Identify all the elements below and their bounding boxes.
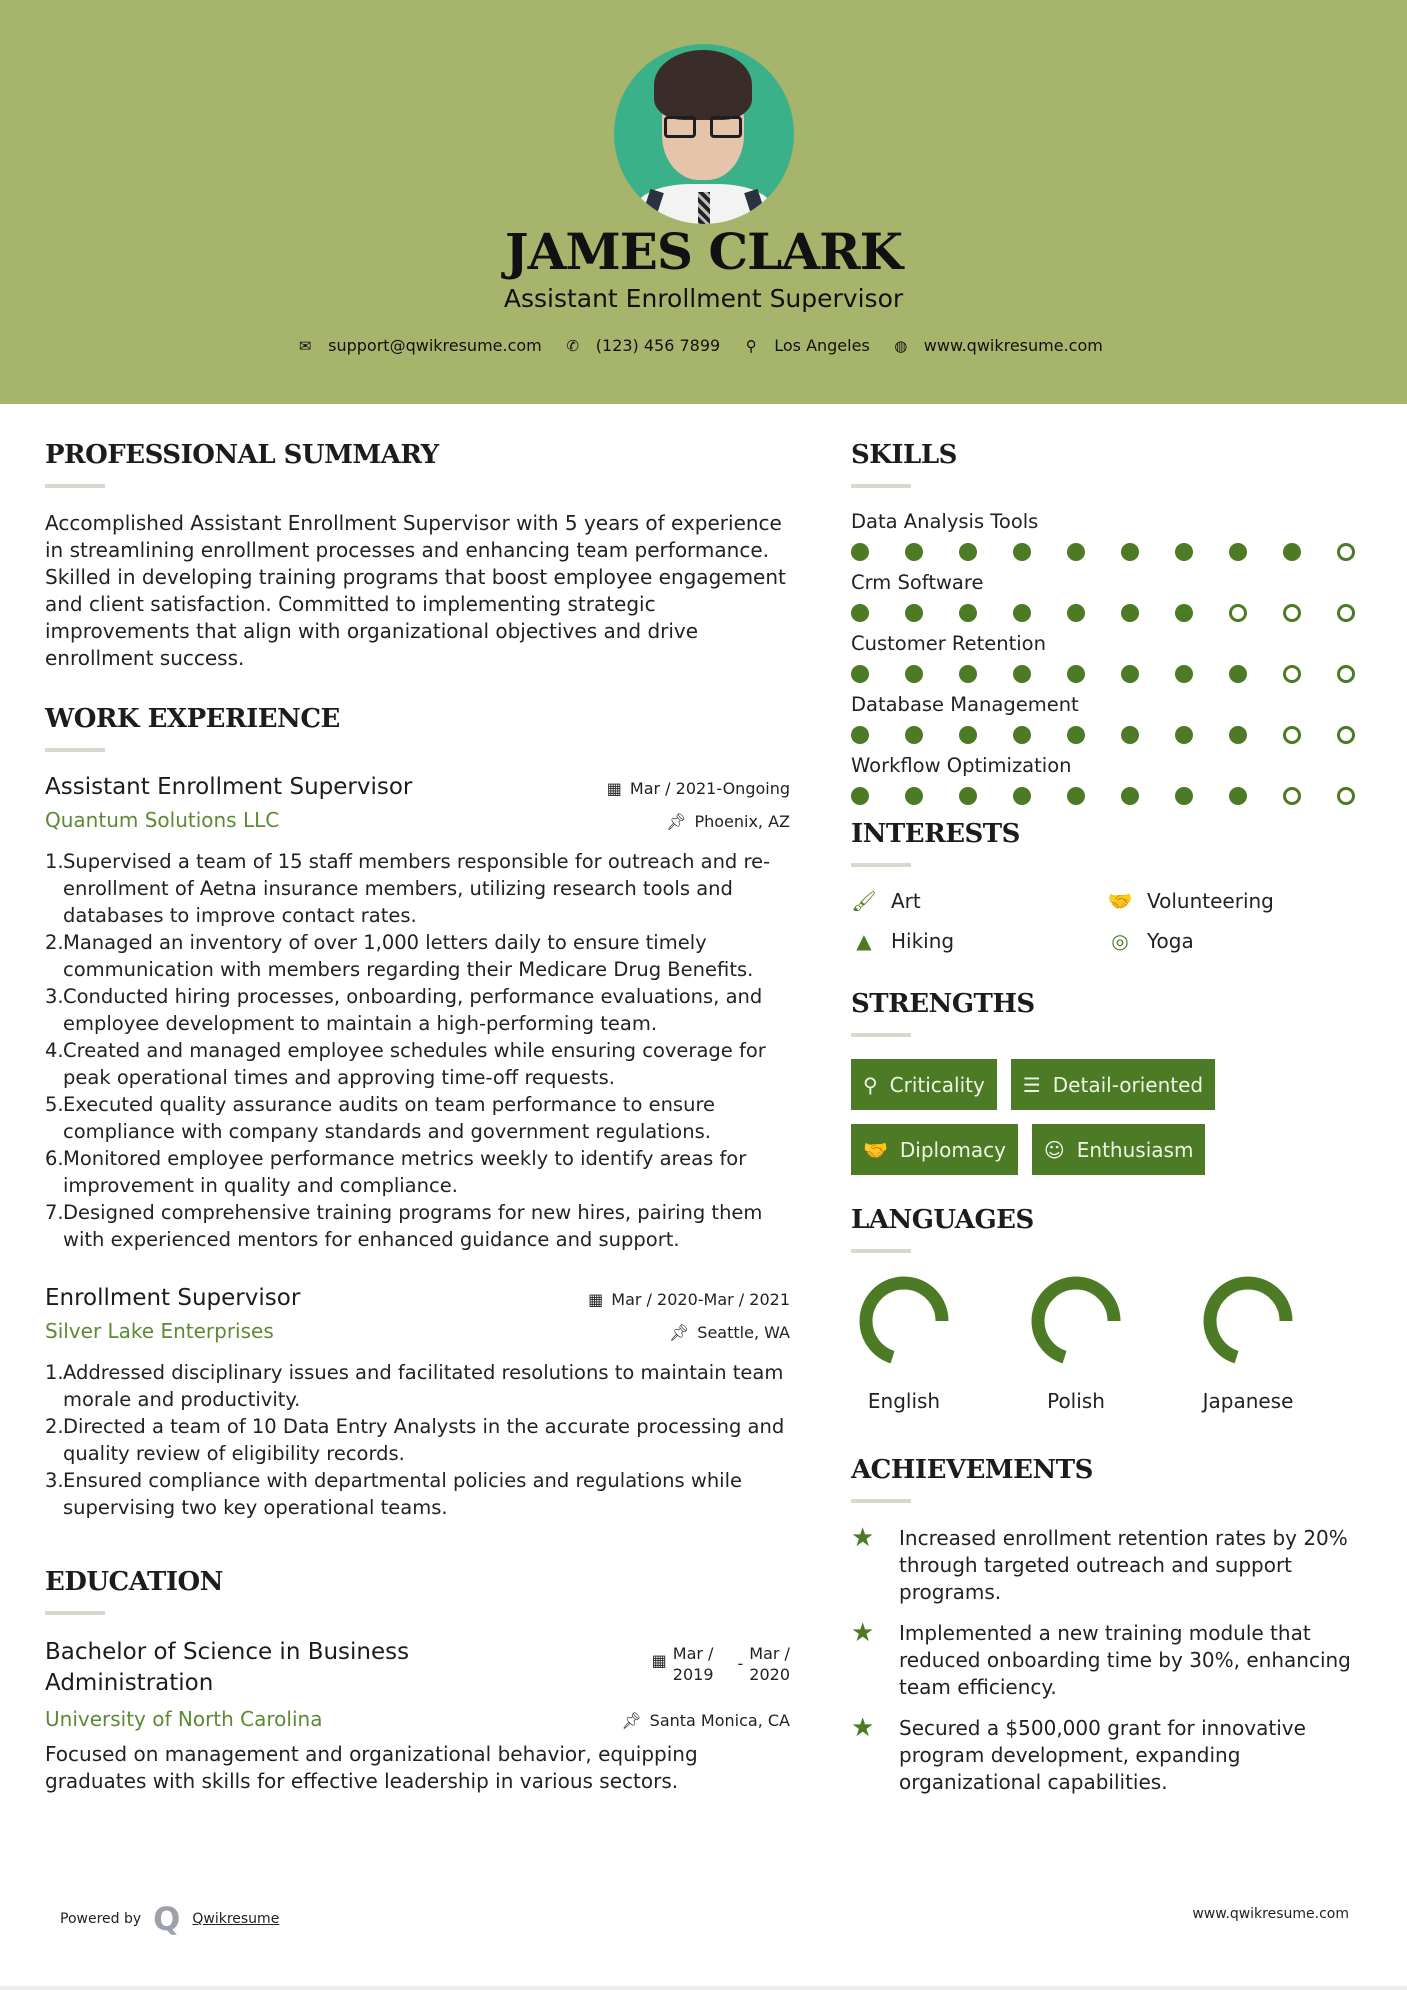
paint-brush-icon: 🖌 xyxy=(851,889,877,913)
rating-dot-filled xyxy=(851,787,869,805)
list-item: 3. Conducted hiring processes, onboarding, performance evaluations, and employee development to maintain a high-performing team. xyxy=(45,985,763,1035)
contact-location: Los Angeles xyxy=(774,336,870,355)
avatar-hair xyxy=(654,50,752,120)
page-bottom-edge xyxy=(0,1986,1407,1990)
language-item xyxy=(1031,1275,1121,1413)
list-item: 2. Managed an inventory of over 1,000 letters daily to ensure timely communication with members regarding their Medicare Drug Benefits. xyxy=(45,931,754,981)
list-item: 4. Created and managed employee schedules while ensuring coverage for peak operational times and approving time-off requests. xyxy=(45,1039,766,1089)
pushpin-icon: 📌︎ xyxy=(666,812,687,831)
job-location: Phoenix, AZ xyxy=(694,812,790,831)
section-heading: EDUCATION xyxy=(45,1567,223,1597)
calendar-icon: ▦ xyxy=(651,1651,667,1670)
company-name: Silver Lake Enterprises xyxy=(45,1319,274,1343)
section-heading: ACHIEVEMENTS xyxy=(851,1455,1093,1485)
interests-section xyxy=(851,819,1371,953)
language-label: English xyxy=(867,1389,941,1413)
search-icon: ⚲ xyxy=(863,1072,878,1097)
rating-dot-filled xyxy=(905,787,923,805)
rating-dot-filled xyxy=(1229,787,1247,805)
rating-dot-filled xyxy=(959,726,977,744)
section-divider xyxy=(851,484,911,488)
rating-dot-filled xyxy=(1229,726,1247,744)
job-bullets xyxy=(45,1359,790,1521)
footer-website-link[interactable]: www.qwikresume.com xyxy=(1192,1906,1349,1922)
school-name: University of North Carolina xyxy=(45,1707,323,1731)
rating-dot-empty xyxy=(1337,726,1355,744)
avatar-tie xyxy=(698,192,710,224)
language-label: Japanese xyxy=(1202,1389,1294,1413)
job-dates: Mar / 2020-Mar / 2021 xyxy=(611,1290,790,1309)
contact-website[interactable]: www.qwikresume.com xyxy=(923,336,1103,355)
skill-name: Workflow Optimization xyxy=(851,754,1072,777)
rating-dot-filled xyxy=(1175,665,1193,683)
school-location: Santa Monica, CA xyxy=(649,1711,790,1730)
skill-name: Data Analysis Tools xyxy=(851,510,1039,533)
summary-section xyxy=(45,440,790,672)
strength-badge: ☰ Detail-oriented xyxy=(1011,1059,1215,1110)
list-item: 1. Addressed disciplinary issues and facilitated resolutions to maintain team morale and productivity. xyxy=(45,1361,784,1411)
map-marker-icon: ⚲ xyxy=(745,336,757,355)
achievements-section xyxy=(851,1455,1371,1796)
rating-dot-empty xyxy=(1337,604,1355,622)
language-item xyxy=(859,1275,949,1413)
handshake-icon: 🤝 xyxy=(1107,889,1133,913)
language-progress-ring xyxy=(1202,1275,1294,1367)
rating-dot-filled xyxy=(851,665,869,683)
language-label: Polish xyxy=(1047,1389,1105,1413)
star-icon: ★ xyxy=(851,1713,875,1743)
section-divider xyxy=(45,1611,105,1615)
rating-dot-filled xyxy=(959,604,977,622)
skills-section xyxy=(851,440,1371,805)
language-progress-ring xyxy=(858,1275,950,1367)
rating-dot-empty xyxy=(1337,543,1355,561)
section-divider xyxy=(851,1249,911,1253)
rating-dot-empty xyxy=(1283,726,1301,744)
section-heading: WORK EXPERIENCE xyxy=(45,704,340,734)
rating-dot-filled xyxy=(851,726,869,744)
strength-badge: 🤝 Diplomacy xyxy=(851,1124,1018,1175)
rating-dot-filled xyxy=(851,604,869,622)
rating-dot-filled xyxy=(905,604,923,622)
skill-rating xyxy=(851,543,1355,561)
section-heading: INTERESTS xyxy=(851,819,1020,849)
rating-dot-filled xyxy=(905,726,923,744)
skill-name: Database Management xyxy=(851,693,1079,716)
interest-volunteering: 🤝 Volunteering xyxy=(1107,889,1274,913)
rating-dot-empty xyxy=(1283,604,1301,622)
avatar xyxy=(614,44,794,224)
list-item: 1. Supervised a team of 15 staff members responsible for outreach and re-enrollment of Aetna insurance members, utilizing research tools and databases to improve contact rates. xyxy=(45,850,771,927)
rating-dot-filled xyxy=(1175,543,1193,561)
rating-dot-filled xyxy=(1067,604,1085,622)
contact-phone[interactable]: (123) 456 7899 xyxy=(595,336,721,355)
pushpin-icon: 📌︎ xyxy=(668,1323,690,1342)
interest-hiking: ▲ Hiking xyxy=(851,929,1107,953)
rating-dot-filled xyxy=(1013,604,1031,622)
rating-dot-empty xyxy=(1283,665,1301,683)
candidate-name: JAMES CLARK xyxy=(504,222,903,281)
rating-dot-filled xyxy=(1121,543,1139,561)
strength-badge: ☺ Enthusiasm xyxy=(1032,1124,1206,1175)
powered-by-label: Powered by xyxy=(60,1911,142,1927)
interest-art: 🖌 Art xyxy=(851,889,921,913)
pushpin-icon: 📌︎ xyxy=(621,1711,642,1730)
rating-dot-filled xyxy=(1013,665,1031,683)
rating-dot-filled xyxy=(1121,787,1139,805)
calendar-icon: ▦ xyxy=(606,779,622,798)
rating-dot-filled xyxy=(1067,726,1085,744)
right-column xyxy=(851,440,1371,1810)
rating-dot-filled xyxy=(1175,604,1193,622)
envelope-icon: ✉ xyxy=(298,336,312,355)
rating-dot-filled xyxy=(1121,665,1139,683)
section-divider xyxy=(851,1499,911,1503)
section-divider xyxy=(45,484,105,488)
languages-section xyxy=(851,1205,1371,1413)
skill-name: Crm Software xyxy=(851,571,984,594)
section-heading: SKILLS xyxy=(851,440,957,470)
calendar-icon: ▦ xyxy=(588,1290,604,1309)
rating-dot-filled xyxy=(1013,543,1031,561)
contact-email[interactable]: support@qwikresume.com xyxy=(328,336,542,355)
section-heading: LANGUAGES xyxy=(851,1205,1034,1235)
globe-icon: ◍ xyxy=(894,336,908,355)
rating-dot-filled xyxy=(905,665,923,683)
left-column xyxy=(45,440,790,1795)
avatar-glasses xyxy=(664,116,742,138)
language-item xyxy=(1203,1275,1293,1413)
company-name: Quantum Solutions LLC xyxy=(45,808,280,832)
rating-dot-filled xyxy=(1067,543,1085,561)
skill-rating xyxy=(851,726,1355,744)
experience-section xyxy=(45,704,790,1521)
rating-dot-empty xyxy=(1337,787,1355,805)
skill-item xyxy=(851,632,1371,683)
job-bullets xyxy=(45,848,790,1253)
list-item: 6. Monitored employee performance metrics weekly to identify areas for improvement in quality and compliance. xyxy=(45,1147,747,1197)
job-title: Assistant Enrollment Supervisor xyxy=(45,774,413,800)
rating-dot-filled xyxy=(1121,604,1139,622)
tree-icon: ▲ xyxy=(856,929,872,953)
list-item: 7. Designed comprehensive training programs for new hires, pairing them with experienced mentors for enhanced guidance and support. xyxy=(45,1201,763,1251)
rating-dot-empty xyxy=(1283,787,1301,805)
achievement-item: ★ Increased enrollment retention rates by 20% through targeted outreach and support programs. xyxy=(851,1523,1348,1604)
contact-bar xyxy=(0,336,1407,355)
strength-badge: ⚲ Criticality xyxy=(851,1059,997,1110)
job-dates: Mar / 2021-Ongoing xyxy=(629,779,790,798)
header-banner xyxy=(0,0,1407,404)
education-section xyxy=(45,1567,790,1795)
section-divider xyxy=(851,863,911,867)
list-item: 5. Executed quality assurance audits on team performance to ensure compliance with company standards and government regulations. xyxy=(45,1093,716,1143)
candidate-title: Assistant Enrollment Supervisor xyxy=(503,284,904,313)
skill-rating xyxy=(851,665,1355,683)
rating-dot-filled xyxy=(1013,726,1031,744)
rating-dot-empty xyxy=(1229,604,1247,622)
skill-rating xyxy=(851,787,1355,805)
rating-dot-filled xyxy=(1067,787,1085,805)
rating-dot-filled xyxy=(905,543,923,561)
rating-dot-filled xyxy=(1283,543,1301,561)
rating-dot-filled xyxy=(1175,726,1193,744)
language-progress-ring xyxy=(1030,1275,1122,1367)
qwikresume-link[interactable]: Qwikresume xyxy=(192,1911,280,1927)
rating-dot-filled xyxy=(959,665,977,683)
handshake-icon: 🤝 xyxy=(863,1137,888,1162)
skill-item xyxy=(851,510,1371,561)
skill-item xyxy=(851,754,1371,805)
list-item: 3. Ensured compliance with departmental policies and regulations while supervising two key operational teams. xyxy=(45,1469,743,1519)
rating-dot-filled xyxy=(1229,543,1247,561)
rating-dot-empty xyxy=(1337,665,1355,683)
star-icon: ★ xyxy=(851,1618,875,1648)
section-heading: STRENGTHS xyxy=(851,989,1035,1019)
rating-dot-filled xyxy=(1121,726,1139,744)
qwikresume-logo-icon: Q xyxy=(153,1900,181,1938)
achievement-item: ★ Secured a $500,000 grant for innovative program development, expanding organizational capabilities. xyxy=(851,1713,1306,1794)
rating-dot-filled xyxy=(959,787,977,805)
skill-name: Customer Retention xyxy=(851,632,1046,655)
skill-rating xyxy=(851,604,1355,622)
strengths-section xyxy=(851,989,1371,1175)
phone-icon: ✆ xyxy=(566,336,580,355)
star-icon: ★ xyxy=(851,1523,875,1553)
interest-yoga: ◎ Yoga xyxy=(1107,929,1363,953)
section-divider xyxy=(851,1033,911,1037)
achievement-item: ★ Implemented a new training module that reduced onboarding time by 30%, enhancing team efficiency. xyxy=(851,1618,1351,1699)
skill-item xyxy=(851,693,1371,744)
job-entry xyxy=(45,1285,790,1521)
footer-powered-by xyxy=(60,1900,279,1938)
rating-dot-filled xyxy=(1067,665,1085,683)
education-dates: ▦ Mar / 2019 - Mar / 2020 xyxy=(651,1644,790,1684)
rating-dot-filled xyxy=(1013,787,1031,805)
education-description: Focused on management and organizational behavior, equipping graduates with skills for effective leadership in various sectors. xyxy=(45,1742,698,1793)
smile-icon: ☺ xyxy=(1043,1137,1065,1162)
skill-item xyxy=(851,571,1371,622)
list-item: 2. Directed a team of 10 Data Entry Analysts in the accurate processing and quality review of eligibility records. xyxy=(45,1415,785,1465)
job-location: Seattle, WA xyxy=(697,1323,790,1342)
job-title: Enrollment Supervisor xyxy=(45,1285,301,1311)
summary-text: Accomplished Assistant Enrollment Supervisor with 5 years of experience in streamlining enrollment processes and enhancing team performance. Skilled in developing training programs that boost employee engagement and client satisfaction. Committed to implementing strategic improvements that align with organizational objectives and drive enrollment success. xyxy=(45,511,786,670)
job-entry xyxy=(45,774,790,1253)
rating-dot-filled xyxy=(1175,787,1193,805)
section-heading: PROFESSIONAL SUMMARY xyxy=(45,440,439,470)
life-ring-icon: ◎ xyxy=(1111,929,1129,953)
rating-dot-filled xyxy=(1229,665,1247,683)
list-icon: ☰ xyxy=(1022,1072,1041,1097)
rating-dot-filled xyxy=(851,543,869,561)
rating-dot-filled xyxy=(959,543,977,561)
degree-title: Bachelor of Science in Business Administration xyxy=(45,1639,410,1696)
section-divider xyxy=(45,748,105,752)
